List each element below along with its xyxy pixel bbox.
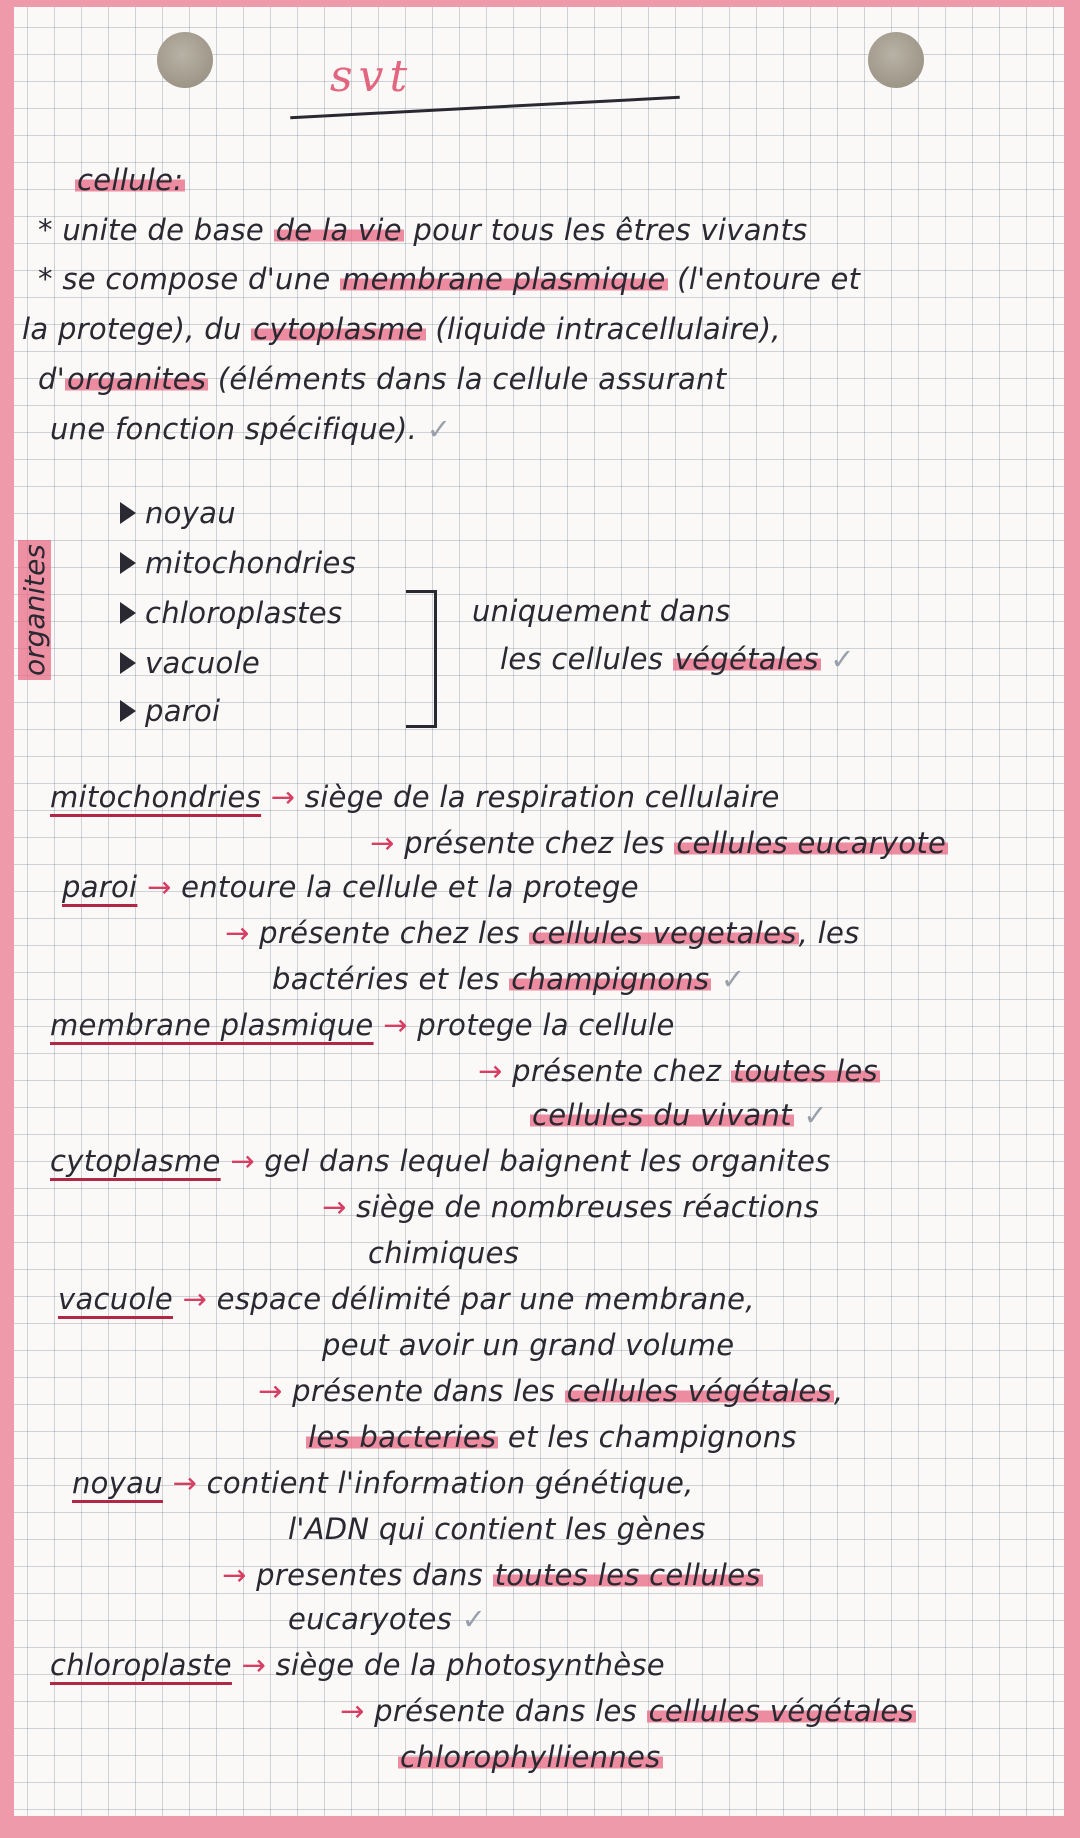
def-noyau-4: eucaryotes <box>288 1602 453 1636</box>
def-membrane-line-1 <box>50 1008 675 1042</box>
cell-heading <box>75 163 185 197</box>
highlight-mark: cytoplasme <box>253 312 424 346</box>
highlight-mark: toutes les cellules <box>494 1558 761 1592</box>
intro-line-2: * se compose d'une membrane plasmique (l'entoure et <box>38 262 861 296</box>
arrow-icon: → <box>225 916 250 950</box>
def-vacuole-3: présente dans les cellules végétales, <box>292 1374 844 1408</box>
arrow-icon: → <box>241 1648 267 1682</box>
term-membrane-plasmique: membrane plasmique <box>50 1008 374 1042</box>
def-vacuole-2: peut avoir un grand volume <box>322 1328 735 1362</box>
def-membrane-2: présente chez toutes les <box>512 1054 878 1088</box>
arrow-icon: → <box>230 1144 255 1178</box>
punch-hole-right <box>868 32 924 88</box>
title-text: svt <box>330 51 414 102</box>
def-cytoplasme-1: gel dans lequel baignent les organites <box>264 1144 831 1178</box>
def-vacuole-1: espace délimité par une membrane, <box>216 1282 755 1316</box>
margin-top <box>0 0 1080 7</box>
term-noyau: noyau <box>72 1466 163 1500</box>
def-paroi-3: bactéries et les champignons <box>272 962 710 996</box>
def-paroi-2: présente chez les cellules vegetales, les <box>259 916 860 950</box>
def-chloroplaste-2: présente dans les cellules végétales <box>374 1694 914 1728</box>
margin-right <box>1064 0 1080 1838</box>
highlight-mark: cellules vegetales <box>531 916 797 950</box>
organites-label-text: organites <box>18 540 51 680</box>
bracket <box>406 590 437 728</box>
bullet-triangle-icon <box>120 502 136 524</box>
term-mitochondries: mitochondries <box>50 780 262 814</box>
def-mitochondries-2: présente chez les cellules eucaryote <box>404 826 947 860</box>
def-mitochondries-line-2 <box>370 826 948 860</box>
highlight-mark: de la vie <box>275 213 402 247</box>
def-membrane-1: protege la cellule <box>417 1008 675 1042</box>
def-chloroplaste-3 <box>398 1740 663 1774</box>
margin-bottom <box>0 1816 1080 1838</box>
def-mitochondries-term <box>50 780 780 814</box>
arrow-icon: → <box>182 1282 208 1316</box>
def-membrane-3 <box>530 1098 794 1132</box>
def-vacuole-line-1 <box>58 1282 755 1316</box>
check-mark: ✓ <box>830 642 855 676</box>
highlight-mark: les bacteries <box>308 1420 497 1454</box>
organite-item-mitochondries: mitochondries <box>145 546 357 580</box>
highlight-mark: organites <box>66 362 207 396</box>
def-membrane-line-3 <box>530 1098 828 1132</box>
plant-only-note-line-2 <box>500 642 855 676</box>
highlight-mark: membrane plasmique <box>342 262 666 296</box>
highlight-mark: chlorophylliennes <box>400 1740 661 1774</box>
arrow-icon: → <box>340 1694 365 1728</box>
check-mark: ✓ <box>720 962 746 996</box>
arrow-icon: → <box>270 780 296 814</box>
intro-line-1: * unite de base de la vie pour tous les êtres vivants <box>38 213 808 247</box>
intro-line-4: d'organites (éléments dans la cellule assurant <box>38 362 727 396</box>
arrow-icon: → <box>383 1008 408 1042</box>
def-vacuole-line-3 <box>258 1374 843 1408</box>
def-paroi-line-1 <box>62 870 639 904</box>
arrow-icon: → <box>222 1558 247 1592</box>
term-vacuole: vacuole <box>58 1282 173 1316</box>
intro-line-5-text: une fonction spécifique). <box>50 412 418 446</box>
highlight-mark: toutes les <box>732 1054 878 1088</box>
def-noyau-2: l'ADN qui contient les gènes <box>288 1512 706 1546</box>
check-mark: ✓ <box>803 1098 828 1132</box>
highlight-mark: cellules eucaryote <box>676 826 947 860</box>
check-mark: ✓ <box>426 412 452 446</box>
intro-line-3: la protege), du cytoplasme (liquide intracellulaire), <box>22 312 781 346</box>
plant-only-note-text: les cellules végétales <box>500 642 819 676</box>
highlight-mark: cellules végétales <box>648 1694 914 1728</box>
def-noyau-line-1 <box>72 1466 694 1500</box>
def-membrane-line-2 <box>478 1054 880 1088</box>
plant-only-note-line-1: uniquement dans <box>472 594 731 628</box>
arrow-icon: → <box>370 826 395 860</box>
intro-line-5 <box>50 412 451 446</box>
def-cytoplasme-2: siège de nombreuses réactions <box>356 1190 820 1224</box>
highlight-mark: cellules végétales <box>566 1374 832 1408</box>
def-noyau-line-3 <box>222 1558 763 1592</box>
def-chloroplaste-line-1 <box>50 1648 665 1682</box>
arrow-icon: → <box>322 1190 347 1224</box>
def-cytoplasme-line-2 <box>322 1190 819 1224</box>
def-noyau-1: contient l'information génétique, <box>206 1466 694 1500</box>
def-paroi-line-2 <box>225 916 860 950</box>
def-paroi-1: entoure la cellule et la protege <box>181 870 639 904</box>
organite-item-chloroplastes: chloroplastes <box>145 596 343 630</box>
term-paroi: paroi <box>62 870 138 904</box>
bullet-triangle-icon <box>120 652 136 674</box>
margin-left <box>0 0 14 1838</box>
highlight-mark: végétales <box>674 642 819 676</box>
organite-item-paroi: paroi <box>145 694 221 728</box>
punch-hole-left <box>157 32 213 88</box>
def-vacuole-4: les bacteries et les champignons <box>308 1420 797 1454</box>
bullet-triangle-icon <box>120 700 136 722</box>
arrow-icon: → <box>172 1466 198 1500</box>
arrow-icon: → <box>478 1054 503 1088</box>
term-chloroplaste: chloroplaste <box>50 1648 232 1682</box>
def-chloroplaste-1: siège de la photosynthèse <box>275 1648 665 1682</box>
def-mitochondries-1: siège de la respiration cellulaire <box>304 780 780 814</box>
arrow-icon: → <box>146 870 172 904</box>
term-cytoplasme: cytoplasme <box>50 1144 221 1178</box>
page-title <box>290 48 690 118</box>
bullet-triangle-icon <box>120 602 136 624</box>
def-chloroplaste-line-2 <box>340 1694 916 1728</box>
def-noyau-3: presentes dans toutes les cellules <box>256 1558 761 1592</box>
organite-item-vacuole: vacuole <box>145 646 260 680</box>
highlight-mark: cellules du vivant <box>532 1098 792 1132</box>
organite-item-noyau: noyau <box>145 496 236 530</box>
cell-heading-text: cellule: <box>77 163 184 197</box>
def-noyau-line-4 <box>288 1602 486 1636</box>
def-cytoplasme-line-1 <box>50 1144 831 1178</box>
check-mark: ✓ <box>461 1602 487 1636</box>
bullet-triangle-icon <box>120 552 136 574</box>
def-cytoplasme-3: chimiques <box>368 1236 520 1270</box>
def-paroi-line-3 <box>272 962 746 996</box>
arrow-icon: → <box>258 1374 283 1408</box>
highlight-mark: champignons <box>511 962 710 996</box>
organites-vertical-label <box>18 460 58 680</box>
